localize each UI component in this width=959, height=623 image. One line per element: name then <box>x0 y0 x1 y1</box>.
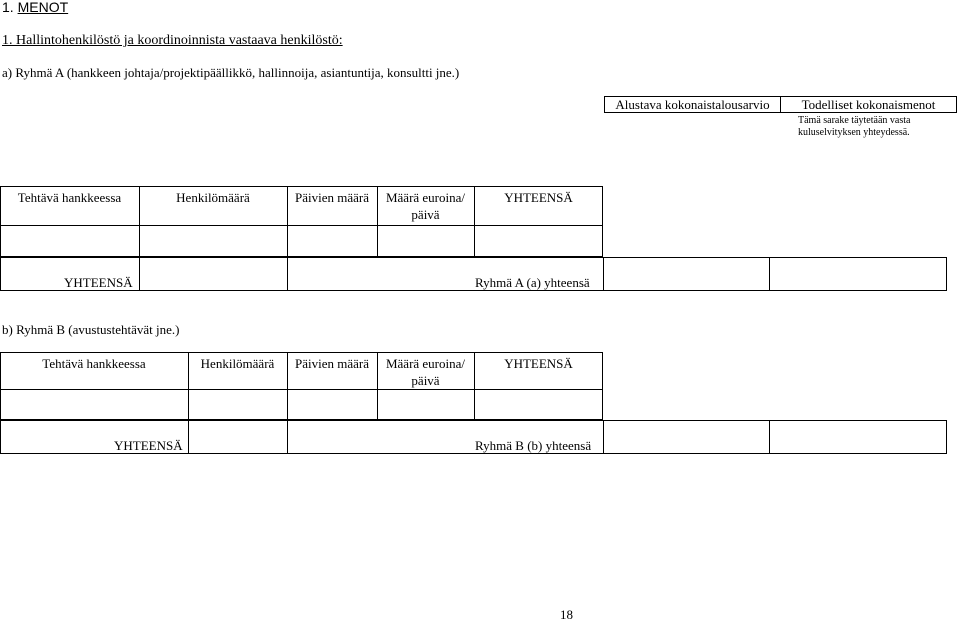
col-amount-per-day: Määrä euroina/ päivä <box>385 356 466 388</box>
group-b-title: b) Ryhmä B (avustustehtävät jne.) <box>2 322 180 337</box>
group-a-title: a) Ryhmä A (hankkeen johtaja/projektipäällikkö, hallinnoija, asiantuntija, konsultti jne.) <box>2 65 460 80</box>
budget-header <box>604 96 781 113</box>
col-amount-per-day: Määrä euroina/ päivä <box>385 190 466 222</box>
group-b-total-label: YHTEENSÄ <box>114 438 183 453</box>
total-row-divider <box>769 420 770 454</box>
total-row-divider <box>769 257 770 291</box>
total-row-divider <box>287 420 288 454</box>
col-total: YHTEENSÄ <box>504 190 573 205</box>
col-days: Päivien määrä <box>295 190 369 205</box>
col-total: YHTEENSÄ <box>504 356 573 371</box>
col-task: Tehtävä hankkeessa <box>17 190 122 205</box>
total-row-divider <box>139 257 140 291</box>
group-a-total-row <box>0 257 947 291</box>
col-persons: Henkilömäärä <box>200 356 275 371</box>
actual-header <box>780 96 957 113</box>
col-days: Päivien määrä <box>295 356 369 371</box>
col-task: Tehtävä hankkeessa <box>42 356 146 371</box>
group-a-header-divider <box>0 225 603 226</box>
total-row-divider <box>287 257 288 291</box>
page-number: 18 <box>560 607 573 622</box>
col-persons: Henkilömäärä <box>176 190 250 205</box>
group-b-header-divider <box>0 389 603 390</box>
total-row-divider <box>603 420 604 454</box>
section-number: 1. <box>2 0 14 15</box>
section-title: MENOT <box>17 0 69 15</box>
total-row-divider <box>603 257 604 291</box>
subheading: 1. Hallintohenkilöstö ja koordinoinnista vastaava henkilöstö: <box>2 33 343 48</box>
group-b-sum-label: Ryhmä B (b) yhteensä <box>475 438 592 453</box>
group-a-sum-label: Ryhmä A (a) yhteensä <box>475 275 590 290</box>
actual-label: Todelliset kokonaismenot <box>801 97 936 112</box>
actual-note: Tämä sarake täytetään vasta kuluselvityksen yhteydessä. <box>798 115 911 138</box>
section-heading <box>2 0 68 15</box>
budget-label: Alustava kokonaistalousarvio <box>615 97 770 112</box>
group-a-total-label: YHTEENSÄ <box>64 275 133 290</box>
total-row-divider <box>188 420 189 454</box>
